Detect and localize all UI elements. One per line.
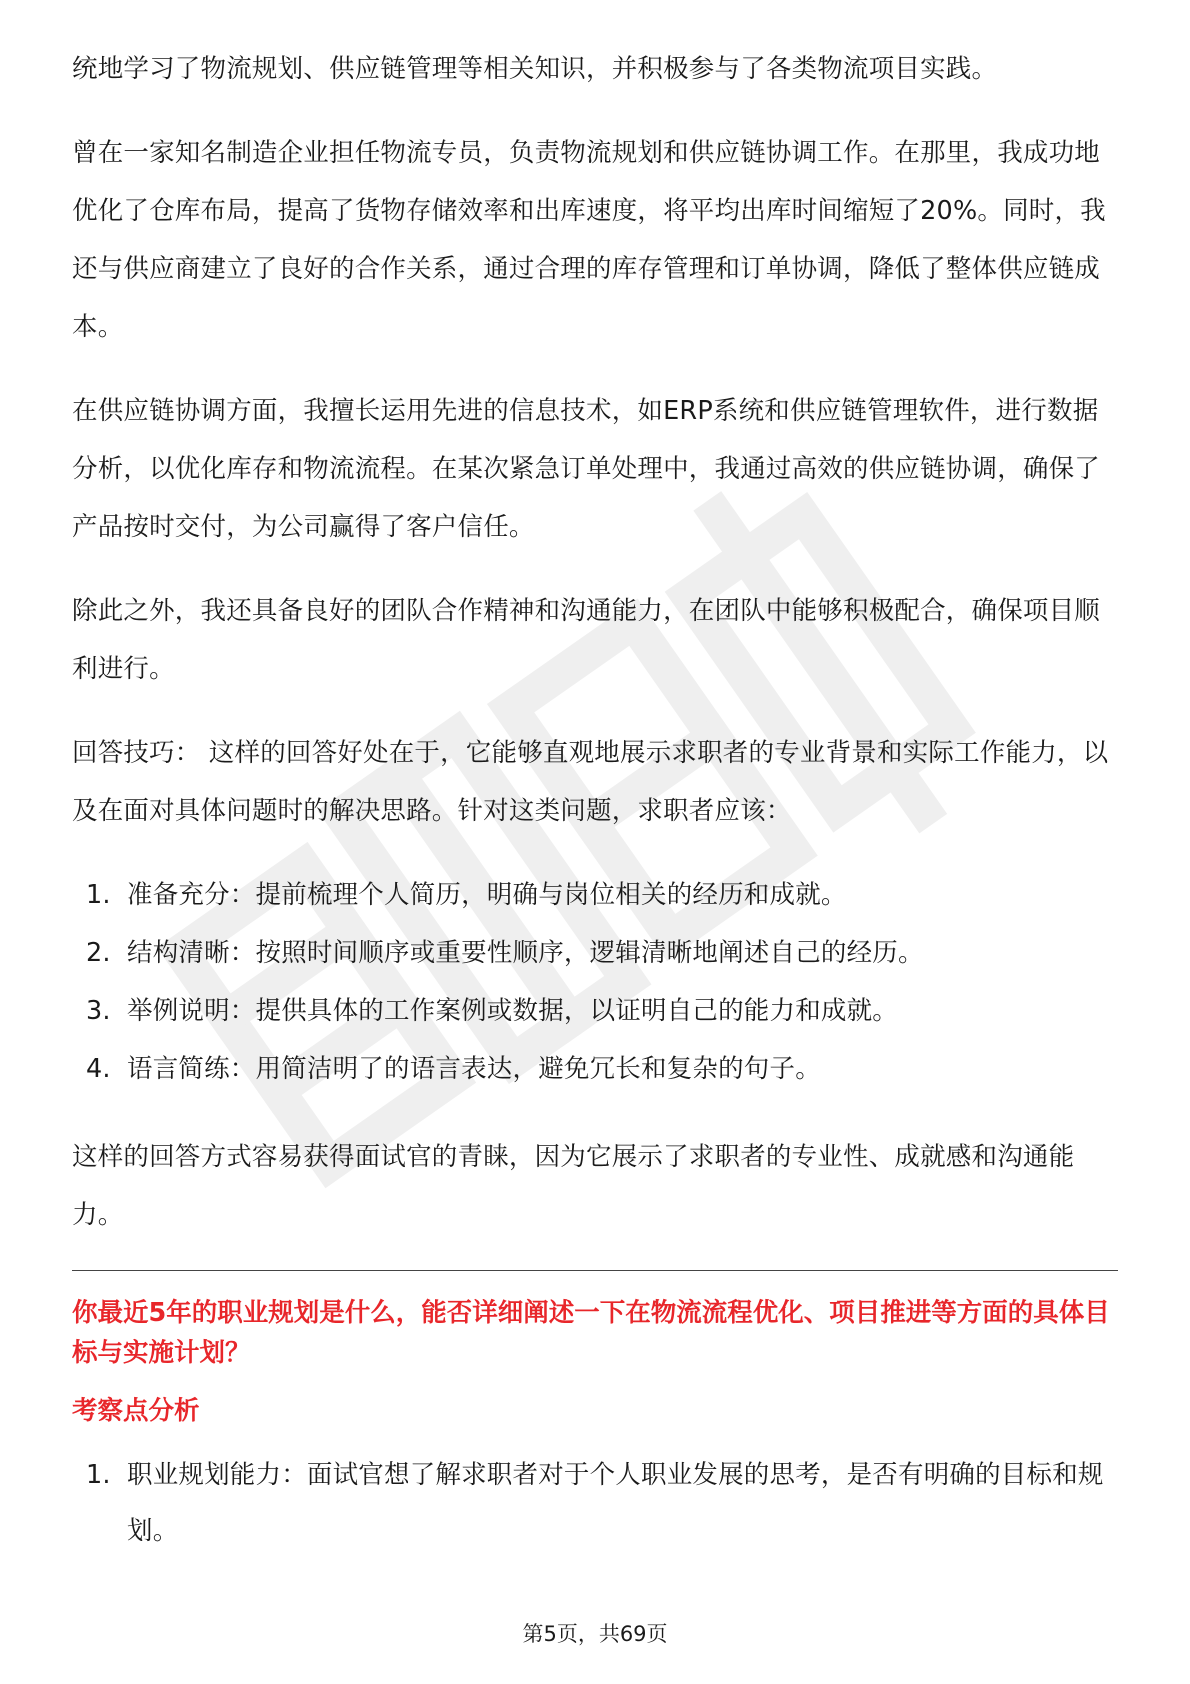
list-item <box>72 1447 1118 1559</box>
list-item <box>72 866 1118 924</box>
list-item-text: 准备充分：提前梳理个人简历，明确与岗位相关的经历和成就。 <box>127 880 847 910</box>
tips-list <box>72 866 1118 1098</box>
list-item-number: 4. <box>86 1054 111 1084</box>
list-item <box>72 982 1118 1040</box>
page-footer: 第5页，共69页 <box>522 1622 668 1646</box>
list-item-text: 职业规划能力：面试官想了解求职者对于个人职业发展的思考，是否有明确的目标和规划。 <box>127 1460 1104 1546</box>
list-item-number: 1. <box>86 880 111 910</box>
list-item-number: 1. <box>86 1460 111 1490</box>
list-item-text: 举例说明：提供具体的工作案例或数据，以证明自己的能力和成就。 <box>127 996 899 1026</box>
interview-question: 你最近5年的职业规划是什么，能否详细阐述一下在物流流程优化、项目推进等方面的具体目标与实施计划？ <box>72 1298 1110 1368</box>
paragraph-supply-chain: 在供应链协调方面，我擅长运用先进的信息技术，如ERP系统和供应链管理软件，进行数据分析，以优化库存和物流流程。在某次紧急订单处理中，我通过高效的供应链协调，确保了产品按时交付，为公司赢得了客户信任。 <box>72 396 1101 542</box>
list-item-text: 结构清晰：按照时间顺序或重要性顺序，逻辑清晰地阐述自己的经历。 <box>127 938 924 968</box>
paragraph-education: 统地学习了物流规划、供应链管理等相关知识，并积极参与了各类物流项目实践。 <box>72 54 998 84</box>
analysis-list <box>72 1447 1118 1559</box>
analysis-heading: 考察点分析 <box>72 1396 200 1426</box>
list-item-number: 2. <box>86 938 111 968</box>
paragraph-experience: 曾在一家知名制造企业担任物流专员，负责物流规划和供应链协调工作。在那里，我成功地优化了仓库布局，提高了货物存储效率和出库速度，将平均出库时间缩短了20%。同时，我还与供应商建立了良好的合作关系，通过合理的库存管理和订单协调，降低了整体供应链成本。 <box>72 138 1106 342</box>
paragraph-teamwork: 除此之外，我还具备良好的团队合作精神和沟通能力，在团队中能够积极配合，确保项目顺利进行。 <box>72 596 1101 684</box>
section-divider <box>72 1270 1118 1271</box>
page-content <box>72 40 1118 1589</box>
list-item-text: 语言简练：用简洁明了的语言表达，避免冗长和复杂的句子。 <box>127 1054 821 1084</box>
paragraph-closing: 这样的回答方式容易获得面试官的青睐，因为它展示了求职者的专业性、成就感和沟通能力。 <box>72 1142 1075 1230</box>
list-item <box>72 1040 1118 1098</box>
list-item-number: 3. <box>86 996 111 1026</box>
paragraph-answer-tips: 回答技巧： 这样的回答好处在于，它能够直观地展示求职者的专业背景和实际工作能力，以及在面对具体问题时的解决思路。针对这类问题，求职者应该： <box>72 738 1109 826</box>
list-item <box>72 924 1118 982</box>
